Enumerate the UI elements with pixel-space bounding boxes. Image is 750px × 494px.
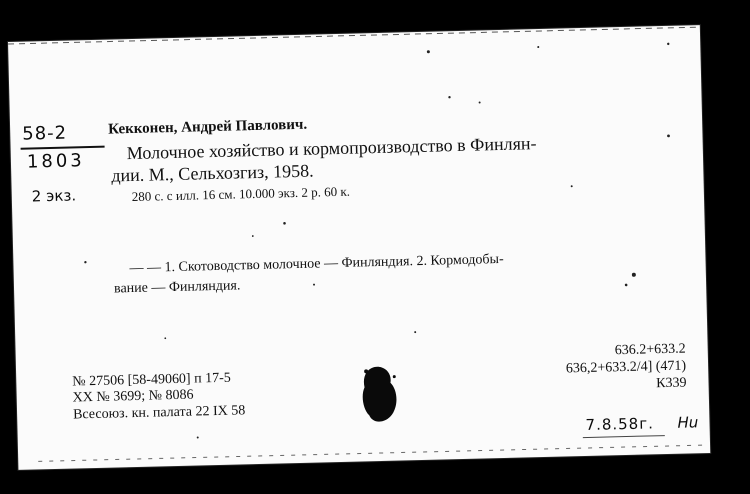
subjects-line-2: вание — Финляндия.	[113, 278, 241, 297]
footer-chamber: Всесоюз. кн. палата 22 IX 58	[72, 403, 246, 423]
ink-blot	[356, 363, 402, 428]
handwritten-initials: Нu	[677, 413, 699, 432]
handwritten-underline	[21, 146, 105, 150]
title-line-1: Молочное хозяйство и кормопроизводство в Финлян-	[126, 133, 537, 164]
udc-secondary: 636,2+633.2/4] (471)	[565, 358, 687, 377]
title-line-2: дии. М., Сельхозгиз, 1958.	[111, 160, 314, 186]
author-heading: Кекконен, Андрей Павлович.	[107, 116, 308, 138]
date-underline	[583, 435, 665, 438]
author-mark: К339	[656, 375, 687, 392]
handwritten-code-top: 58-2	[21, 122, 68, 145]
catalog-card	[8, 25, 710, 470]
footer-record-number: № 27506 [58-49060] п 17-5	[72, 370, 231, 390]
handwritten-copies: 2 экз.	[31, 186, 77, 206]
footer-catalog-numbers: XX № 3699; № 8086	[72, 387, 194, 406]
udc-primary: 636.2+633.2	[614, 341, 686, 359]
physical-description: 280 с. с илл. 16 см. 10.000 экз. 2 р. 60 к.	[131, 183, 351, 205]
handwritten-date: 7.8.58г.	[585, 414, 655, 435]
handwritten-code-bottom: 1803	[26, 150, 85, 173]
subjects-line-1: — — 1. Скотоводство молочное — Финляндия. 2. Кормодобы-	[129, 251, 504, 277]
